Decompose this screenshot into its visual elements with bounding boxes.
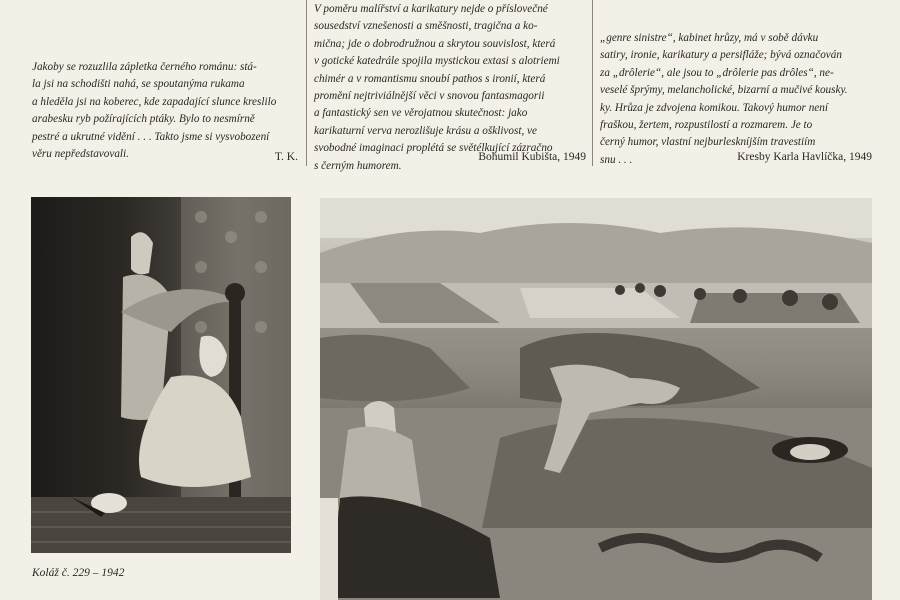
signature-tk: T. K. [274, 151, 298, 163]
text-line: snu . . . [600, 153, 633, 166]
text-line: za „drôlerie“, ale jsou to „drôlerie pas drôles“, ne- [600, 66, 834, 79]
signature-havlicek: Kresby Karla Havlíčka, 1949 [737, 151, 872, 163]
text-line: pestré a ukrutné vidění . . . Takto jsme si vysvobození [32, 130, 270, 143]
text-column-3 [600, 30, 872, 169]
text-line: chimér a v romantismu snoubí pathos s ironií, která [314, 72, 546, 85]
text-line: karikaturní verva nerozlišuje krásu a ošklivost, ve [314, 124, 537, 137]
text-line: a hleděla jsi na koberec, kde zapadající slunce kreslilo [32, 95, 277, 108]
text-line: Jakoby se rozuzlila zápletka černého románu: stá- [32, 61, 257, 73]
text-line: a fantastický sen ve věrojatnou skutečnost: jako [314, 107, 528, 120]
text-line: fraškou, žertem, rozpustilostí a rozmarem. Je to [600, 119, 813, 132]
column-divider [592, 0, 593, 166]
text-line: mična; jde o dobrodružnou a skrytou souvislost, která [314, 37, 556, 50]
landscape-photo [320, 198, 872, 600]
text-line: v gotické katedrále spojila mystickou extasi s alotriemi [314, 55, 560, 68]
text-column-2 [314, 1, 586, 175]
signature-kubista: Bohumil Kubišta, 1949 [478, 151, 586, 163]
text-line: věru nepředstavovali. [32, 148, 129, 161]
text-line: veselé šprýmy, melancholické, bizarní a mučivé kousky. [600, 84, 848, 97]
text-line: ky. Hrůza je zdvojena komikou. Takový humor není [600, 101, 828, 114]
text-line: V poměru malířství a karikatury nejde o příslovečné [314, 3, 548, 15]
text-line: la jsi na schodišti nahá, se spoutanýma rukama [32, 78, 245, 91]
landscape-illustration [320, 198, 872, 600]
text-line: satiry, ironie, karikatury a persifláže; bývá označován [600, 49, 842, 62]
text-line: sousedství vznešenosti a směšnosti, tragična a ko- [314, 20, 538, 33]
column-divider [306, 0, 307, 166]
text-line: svobodné imaginaci proplétá se světélkující zázračno [314, 142, 553, 155]
text-line: s černým humorem. [314, 159, 402, 172]
text-line: černý humor, vlastní nejburleskníjším travestiím [600, 136, 816, 149]
text-line: arabesku ryb požírajících ptáky. Bylo to nesmírně [32, 113, 255, 126]
text-line: „genre sinistre“, kabinet hrůzy, má v sobě dávku [600, 32, 819, 44]
figure-caption: Koláž č. 229 – 1942 [32, 567, 125, 579]
text-column-1 [32, 59, 298, 163]
collage-illustration [31, 197, 291, 553]
collage-photo [31, 197, 291, 553]
text-line: promění nejtriviálnější věci v snovou fantasmagorii [314, 90, 545, 103]
